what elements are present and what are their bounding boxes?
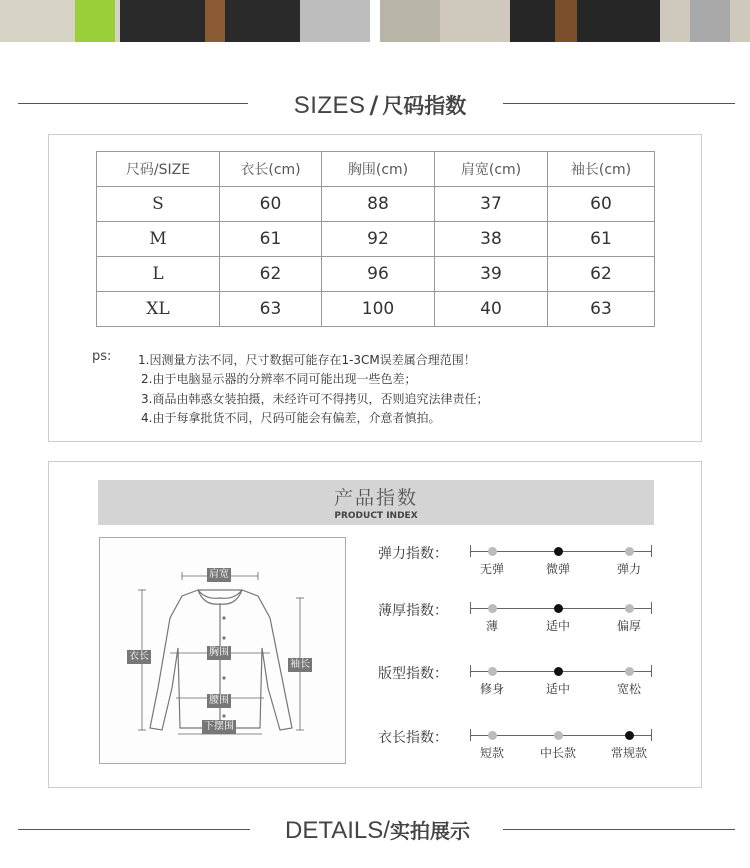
waist-measure-label: 腰围: [209, 695, 229, 706]
chest-measure-label: 胸围: [209, 647, 229, 658]
scale-dot-icon: [488, 731, 497, 740]
scale-dot-icon: [554, 731, 563, 740]
note-item: 2.由于电脑显示器的分辨率不同可能出现一些色差；: [141, 372, 417, 386]
header-size: 尺码/SIZE: [97, 152, 220, 187]
index-option-label: 常规款: [610, 746, 647, 760]
product-index-title: 产品指数: [333, 487, 418, 509]
length-measure-label: 衣长: [129, 651, 149, 662]
sleeve-cell: 60: [548, 187, 655, 222]
table-row: [97, 257, 655, 292]
index-option-label: 修身: [479, 682, 504, 696]
shoulder-measure-label: 肩宽: [209, 569, 229, 580]
index-option-label: 宽松: [616, 682, 641, 696]
header-sleeve: 袖长(cm): [548, 152, 655, 187]
hem-measure-label: 下摆围: [204, 721, 234, 732]
index-label: 薄厚指数：: [378, 603, 448, 619]
size-cell: S: [97, 187, 220, 222]
selected-dot-icon: [625, 731, 634, 740]
index-label: 弹力指数：: [378, 546, 448, 562]
length-cell: 60: [220, 187, 322, 222]
index-scale: [470, 602, 652, 614]
size-cell: L: [97, 257, 220, 292]
chest-cell: 92: [322, 222, 435, 257]
index-scale: [470, 545, 652, 557]
notes-label: ps:: [92, 349, 112, 364]
index-option-label: 短款: [479, 746, 504, 760]
measurement-diagram: [99, 537, 346, 764]
divider-line-right: [503, 829, 735, 830]
note-item: 4.由于每拿批货不同，尺码可能会有偏差，介意者慎拍。: [141, 411, 441, 425]
scale-dot-icon: [625, 604, 634, 613]
index-option-label: 适中: [545, 682, 570, 696]
length-cell: 62: [220, 257, 322, 292]
index-option-label: 弹力: [616, 562, 641, 576]
index-label: 衣长指数：: [378, 730, 448, 746]
scale-dot-icon: [488, 547, 497, 556]
shoulder-cell: 38: [435, 222, 548, 257]
header-chest: 胸围(cm): [322, 152, 435, 187]
size-cell: M: [97, 222, 220, 257]
selected-dot-icon: [554, 667, 563, 676]
chest-cell: 88: [322, 187, 435, 222]
index-option-label: 偏厚: [616, 619, 641, 633]
details-section-title: DETAILS/实拍展示: [285, 817, 470, 844]
shoulder-cell: 39: [435, 257, 548, 292]
index-option-label: 中长款: [539, 746, 576, 760]
scale-dot-icon: [625, 667, 634, 676]
size-cell: XL: [97, 292, 220, 327]
length-cell: 63: [220, 292, 322, 327]
index-option-label: 薄: [485, 619, 498, 633]
table-row: [97, 292, 655, 327]
sleeve-measure-label: 袖长: [290, 659, 310, 670]
index-option-label: 无弹: [479, 562, 504, 576]
chest-cell: 100: [322, 292, 435, 327]
scale-dot-icon: [488, 604, 497, 613]
table-row: [97, 222, 655, 257]
note-item: 1.因测量方法不同，尺寸数据可能存在1-3CM误差属合理范围！: [138, 353, 476, 367]
header-shoulder: 肩宽(cm): [435, 152, 548, 187]
scale-dot-icon: [625, 547, 634, 556]
table-row: [97, 187, 655, 222]
sleeve-cell: 62: [548, 257, 655, 292]
index-scale: [470, 729, 652, 741]
size-table: [96, 151, 655, 327]
product-index-header: [98, 480, 654, 525]
table-header-row: [97, 152, 655, 187]
header-length: 衣长(cm): [220, 152, 322, 187]
scale-dot-icon: [488, 667, 497, 676]
sizes-section-title: SIZES / 尺码指数: [293, 91, 467, 119]
divider-line-left: [18, 829, 250, 830]
shoulder-cell: 40: [435, 292, 548, 327]
product-photo-left: [0, 0, 370, 42]
index-scale: [470, 665, 652, 677]
product-index-subtitle: PRODUCT INDEX: [334, 511, 418, 521]
note-item: 3.商品由韩惑女装拍摄，未经许可不得拷贝，否则追究法律责任；: [141, 392, 489, 406]
chest-cell: 96: [322, 257, 435, 292]
index-label: 版型指数：: [378, 666, 448, 682]
index-option-label: 微弹: [545, 562, 570, 576]
sleeve-cell: 63: [548, 292, 655, 327]
divider-line-left: [18, 103, 248, 104]
selected-dot-icon: [554, 604, 563, 613]
divider-line-right: [503, 103, 735, 104]
shoulder-cell: 37: [435, 187, 548, 222]
product-photo-right: [380, 0, 750, 42]
sleeve-cell: 61: [548, 222, 655, 257]
length-cell: 61: [220, 222, 322, 257]
index-option-label: 适中: [545, 619, 570, 633]
selected-dot-icon: [554, 547, 563, 556]
